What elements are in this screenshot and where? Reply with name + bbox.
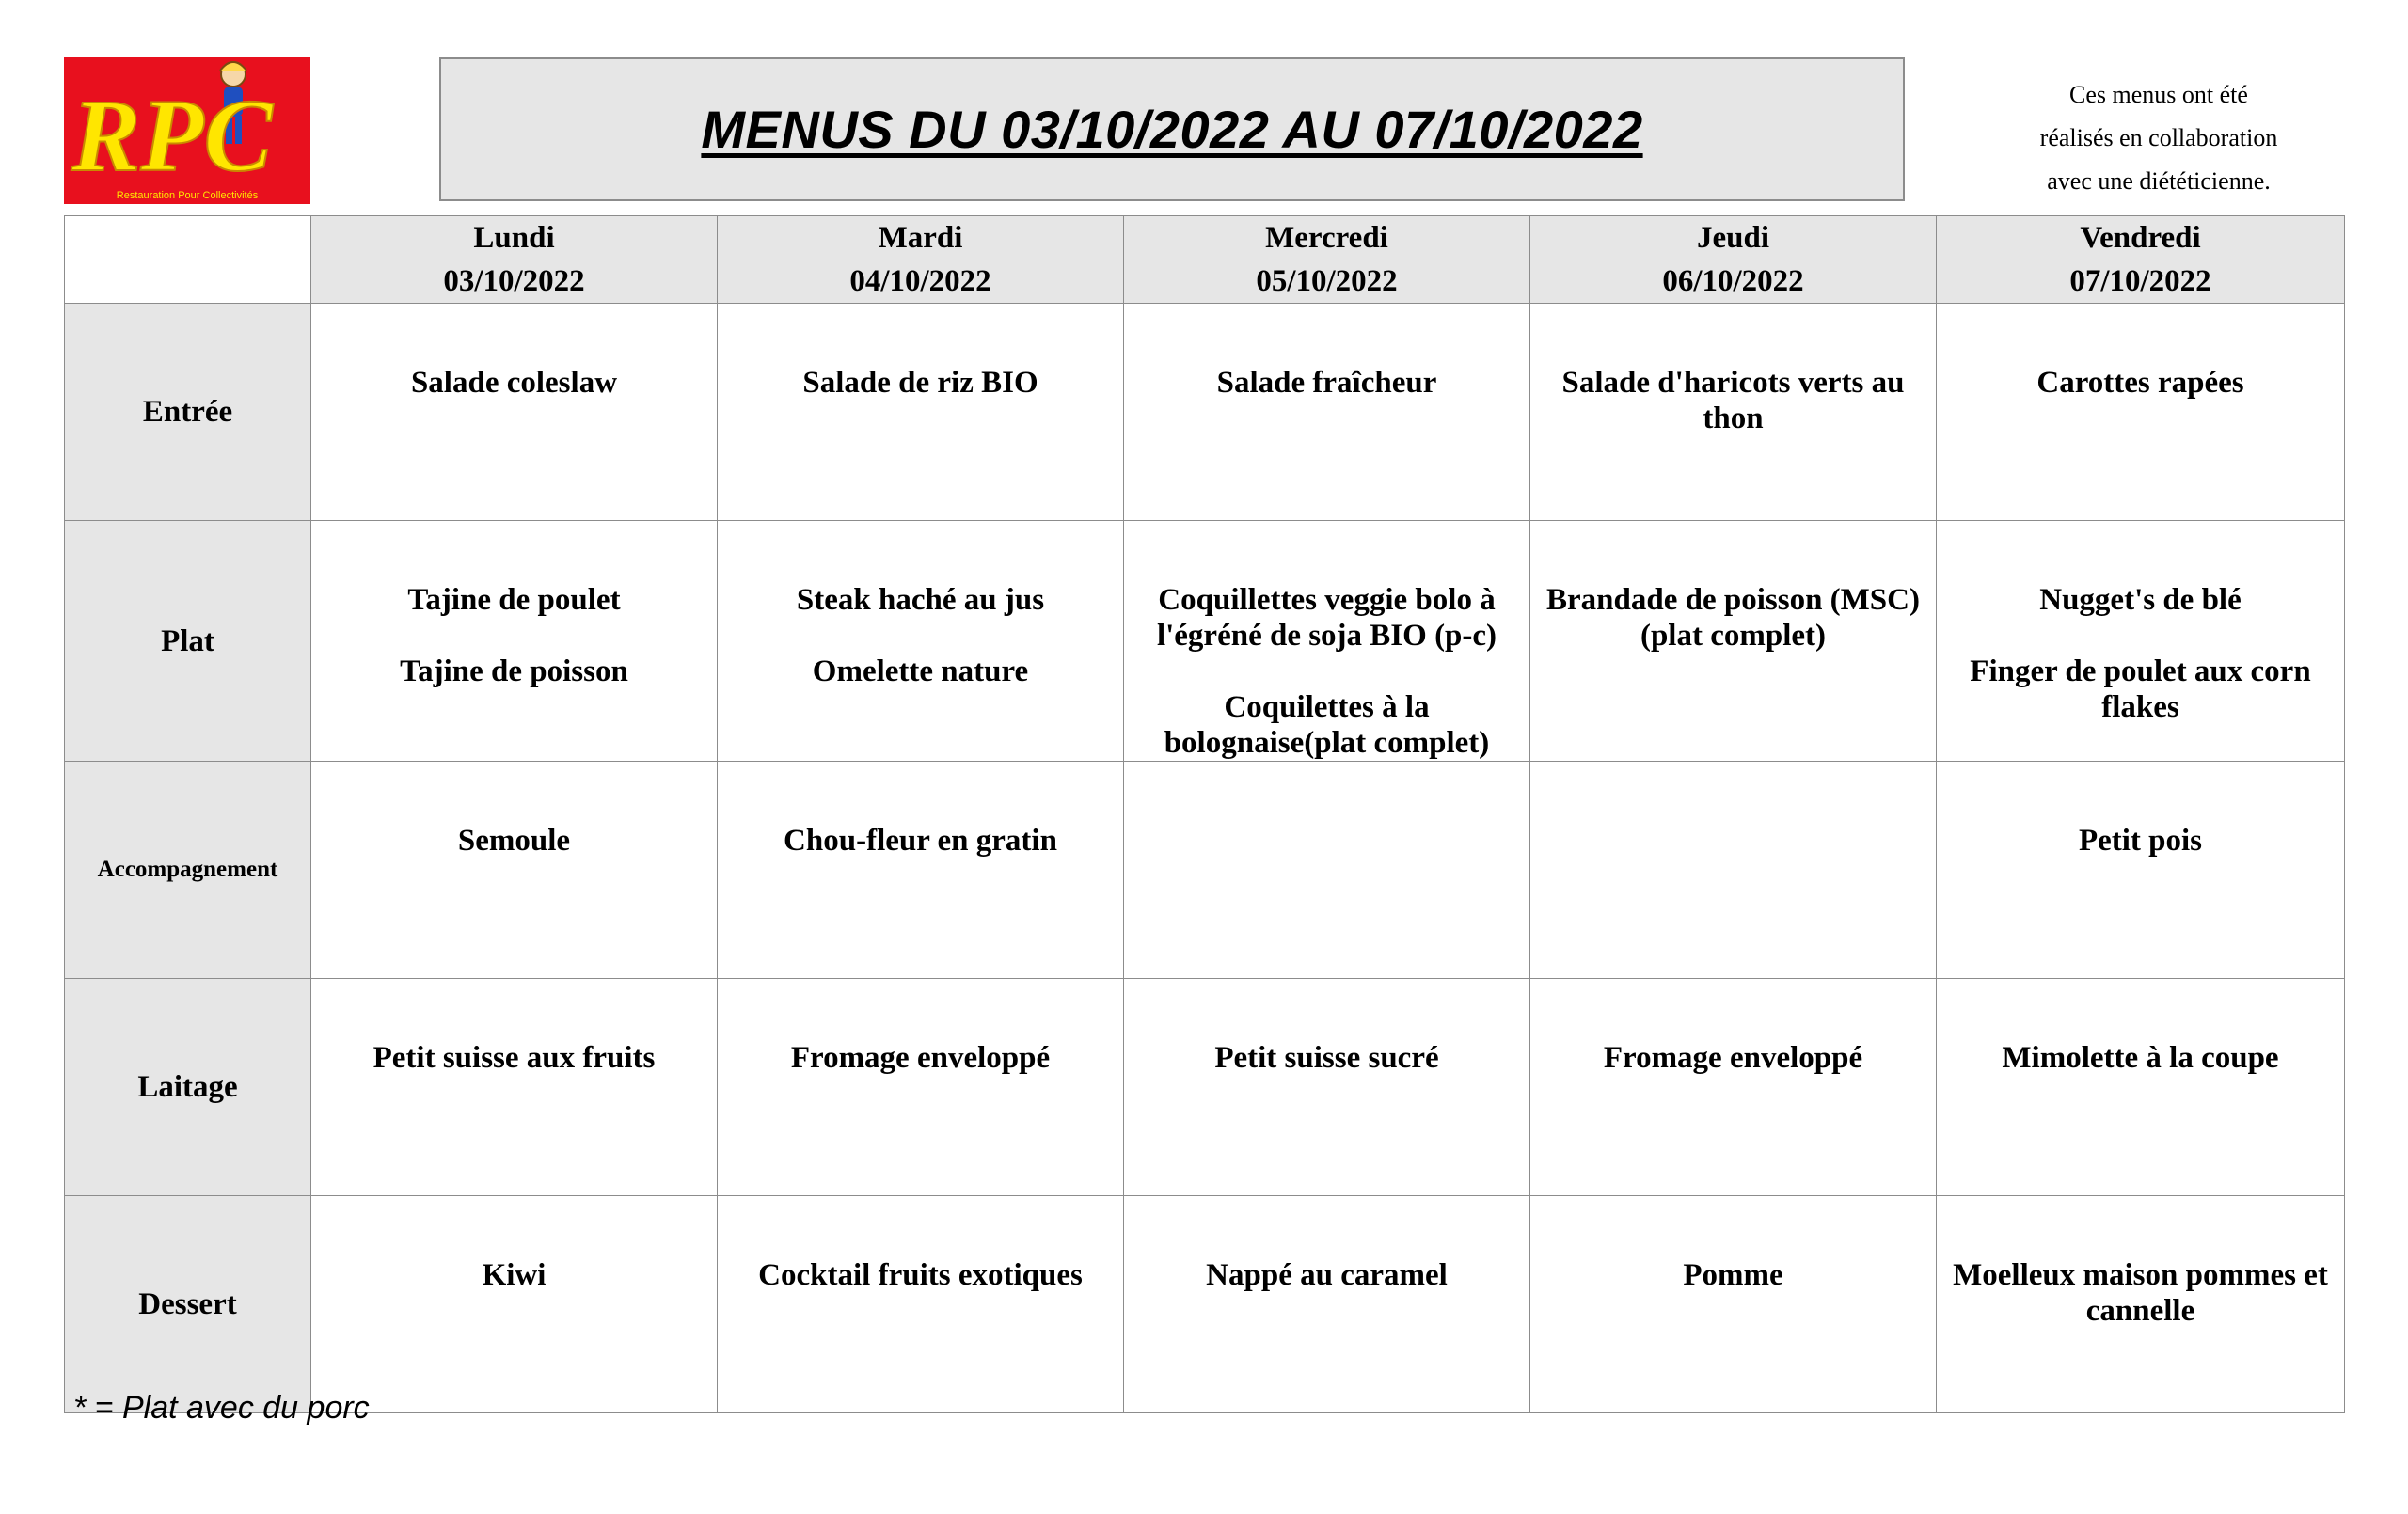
dish-item: Mimolette à la coupe [2002, 1041, 2279, 1075]
day-name: Jeudi [1696, 221, 1770, 255]
day-date: 07/10/2022 [2069, 264, 2211, 298]
menu-cell [718, 1196, 1124, 1413]
dish-item: Nugget's de blé [2039, 583, 2242, 617]
menu-cell [1530, 979, 1937, 1196]
corner-cell [65, 216, 311, 304]
dish-item: Carottes rapées [2036, 366, 2244, 400]
menu-cell [311, 1196, 718, 1413]
course-label: Plat [65, 521, 311, 762]
dish-item: Salade fraîcheur [1216, 366, 1437, 400]
note-line: réalisés en collaboration [2039, 124, 2278, 151]
menu-body [65, 304, 2345, 1413]
day-date: 04/10/2022 [849, 264, 991, 298]
course-row [65, 762, 2345, 979]
dish-item: Fromage enveloppé [790, 1041, 1051, 1075]
menu-cell [1124, 762, 1530, 979]
menu-cell [1530, 762, 1937, 979]
page-title: MENUS DU 03/10/2022 AU 07/10/2022 [701, 100, 1643, 159]
menu-cell [311, 521, 718, 762]
note-line: avec une diététicienne. [2047, 167, 2271, 195]
menu-cell [1937, 762, 2345, 979]
dish-item: Semoule [457, 824, 571, 858]
day-header [311, 216, 718, 304]
dietitian-note [1956, 73, 2361, 203]
day-header [1937, 216, 2345, 304]
dish-item: Salade d'haricots verts au thon [1561, 366, 1905, 435]
menu-cell [718, 979, 1124, 1196]
dish-item: Petit suisse aux fruits [372, 1041, 656, 1075]
menu-cell [311, 762, 718, 979]
dish-item: Salade coleslaw [410, 366, 618, 400]
day-name: Vendredi [2080, 221, 2201, 255]
course-label: Dessert [65, 1196, 311, 1413]
day-header-row [65, 216, 2345, 304]
menu-cell [1937, 521, 2345, 762]
day-date: 05/10/2022 [1256, 264, 1398, 298]
dish-item: Omelette nature [812, 654, 1029, 688]
dish-item: Fromage enveloppé [1603, 1041, 1863, 1075]
dish-item: Tajine de poisson [400, 654, 628, 688]
menu-cell [1124, 521, 1530, 762]
dish-item: Coquillettes veggie bolo à l'égréné de soja BIO (p-c) [1156, 583, 1497, 653]
dish-item: Petit pois [2078, 824, 2203, 858]
dish-item: Tajine de poulet [407, 583, 621, 617]
menu-cell [718, 304, 1124, 521]
dish-item: Coquilettes à la bolognaise(plat complet) [1164, 690, 1490, 760]
dish-item: Finger de poulet aux corn flakes [1970, 654, 2311, 724]
dish-item: Steak haché au jus [796, 583, 1045, 617]
day-name: Lundi [473, 221, 555, 255]
menu-cell [311, 304, 718, 521]
course-label: Laitage [65, 979, 311, 1196]
note-line: Ces menus ont été [2069, 81, 2248, 108]
dish-item: Moelleux maison pommes et cannelle [1953, 1258, 2328, 1328]
day-header [1530, 216, 1937, 304]
menu-cell [718, 762, 1124, 979]
dish-item: Cocktail fruits exotiques [758, 1258, 1083, 1292]
title-banner [439, 57, 1905, 201]
course-label: Accompagnement [65, 762, 311, 979]
logo-tagline: Restauration Pour Collectivités [116, 190, 259, 201]
day-header [1124, 216, 1530, 304]
menu-cell [1937, 1196, 2345, 1413]
day-date: 03/10/2022 [443, 264, 585, 298]
course-row [65, 521, 2345, 762]
course-row [65, 1196, 2345, 1413]
menu-cell [311, 979, 718, 1196]
menu-table [64, 215, 2345, 1413]
dish-item: Pomme [1683, 1258, 1783, 1292]
dish-item: Brandade de poisson (MSC) (plat complet) [1546, 583, 1920, 653]
menu-cell [1937, 979, 2345, 1196]
menu-cell [718, 521, 1124, 762]
course-label: Entrée [65, 304, 311, 521]
day-name: Mercredi [1265, 221, 1388, 255]
day-header [718, 216, 1124, 304]
menu-cell [1530, 304, 1937, 521]
dish-item: Kiwi [482, 1258, 547, 1292]
menu-cell [1124, 979, 1530, 1196]
logo-letters: RPC [71, 78, 273, 193]
menu-cell [1530, 1196, 1937, 1413]
dish-item: Petit suisse sucré [1214, 1041, 1439, 1075]
rpc-logo [64, 57, 310, 204]
menu-cell [1937, 304, 2345, 521]
day-date: 06/10/2022 [1662, 264, 1804, 298]
menu-cell [1530, 521, 1937, 762]
course-row [65, 979, 2345, 1196]
course-row [65, 304, 2345, 521]
pork-footnote: * = Plat avec du porc [73, 1390, 370, 1426]
menu-cell [1124, 304, 1530, 521]
day-name: Mardi [878, 221, 963, 255]
dish-item: Chou-fleur en gratin [784, 824, 1057, 858]
dish-item: Salade de riz BIO [802, 366, 1038, 400]
menu-cell [1124, 1196, 1530, 1413]
dish-item: Nappé au caramel [1206, 1258, 1448, 1292]
